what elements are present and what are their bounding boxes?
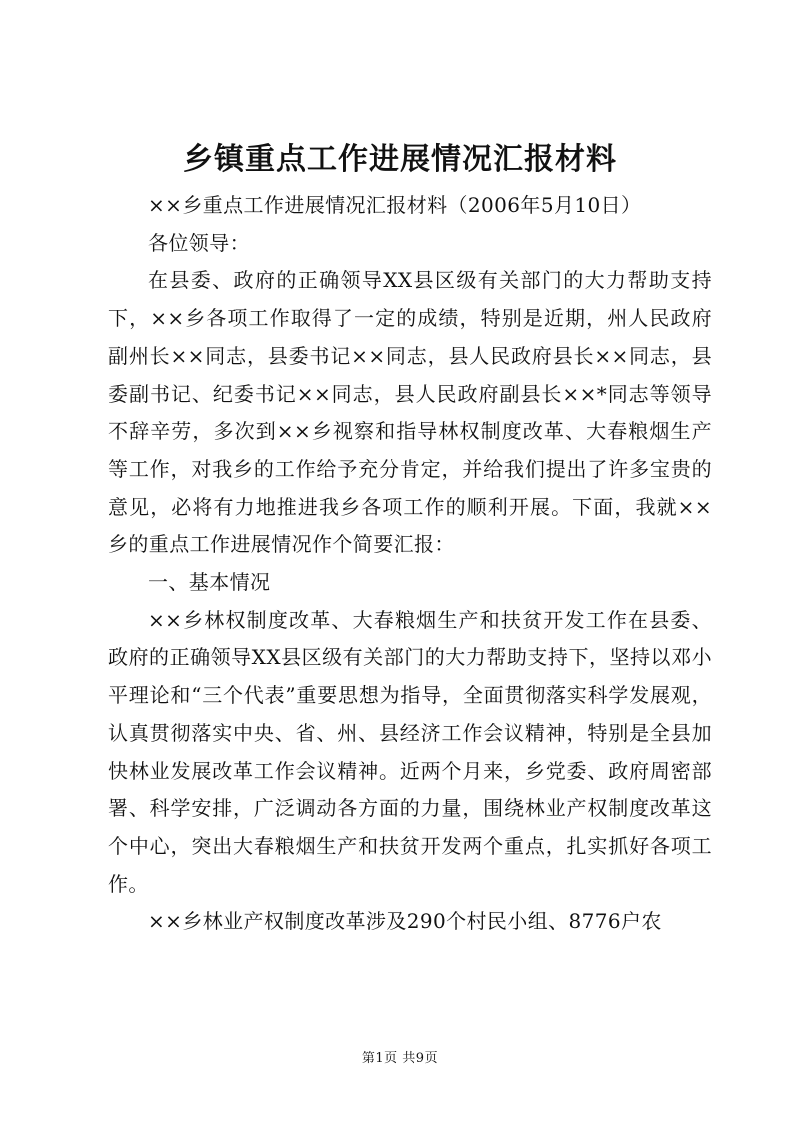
forest-reform-paragraph: ××乡林业产权制度改革涉及290个村民小组、8776户农 (148, 909, 662, 934)
basic-situation-paragraph: ××乡林权制度改革、大春粮烟生产和扶贫开发工作在县委、政府的正确领导XX县区级有关部门的大力帮助支持下，坚持以邓小平理论和“三个代表”重要思想为指导，全面贯彻落实科学发展观，认真贯彻落实中央、省、州、县经济工作会议精神，特别是全县加快林业发展改革工作会议精神。近两个月来，乡党委、政府周密部署、科学安排，广泛调动各方面的力量，围绕林业产权制度改革这个中心，突出大春粮烟生产和扶贫开发两个重点，扎实抓好各项工作。 (108, 607, 712, 896)
salutation-paragraph: 各位领导： (148, 230, 250, 255)
page-footer: 第1页 共9页 (361, 1051, 439, 1066)
subtitle-paragraph: ××乡重点工作进展情况汇报材料（2006年5月10日） (148, 193, 642, 217)
document-body (108, 187, 712, 941)
document-title: 乡镇重点工作进展情况汇报材料 (183, 142, 617, 177)
intro-paragraph: 在县委、政府的正确领导XX县区级有关部门的大力帮助支持下，××乡各项工作取得了一定的成绩，特别是近期，州人民政府副州长××同志，县委书记××同志，县人民政府县长××同志，县委副书记、纪委书记××同志，县人民政府副县长××*同志等领导不辞辛劳，多次到××乡视察和指导林权制度改革、大春粮烟生产等工作，对我乡的工作给予充分肯定，并给我们提出了许多宝贵的意见，必将有力地推进我乡各项工作的顺利开展。下面，我就××乡的重点工作进展情况作个简要汇报： (108, 268, 712, 557)
section-heading: 一、基本情况 (148, 570, 271, 595)
